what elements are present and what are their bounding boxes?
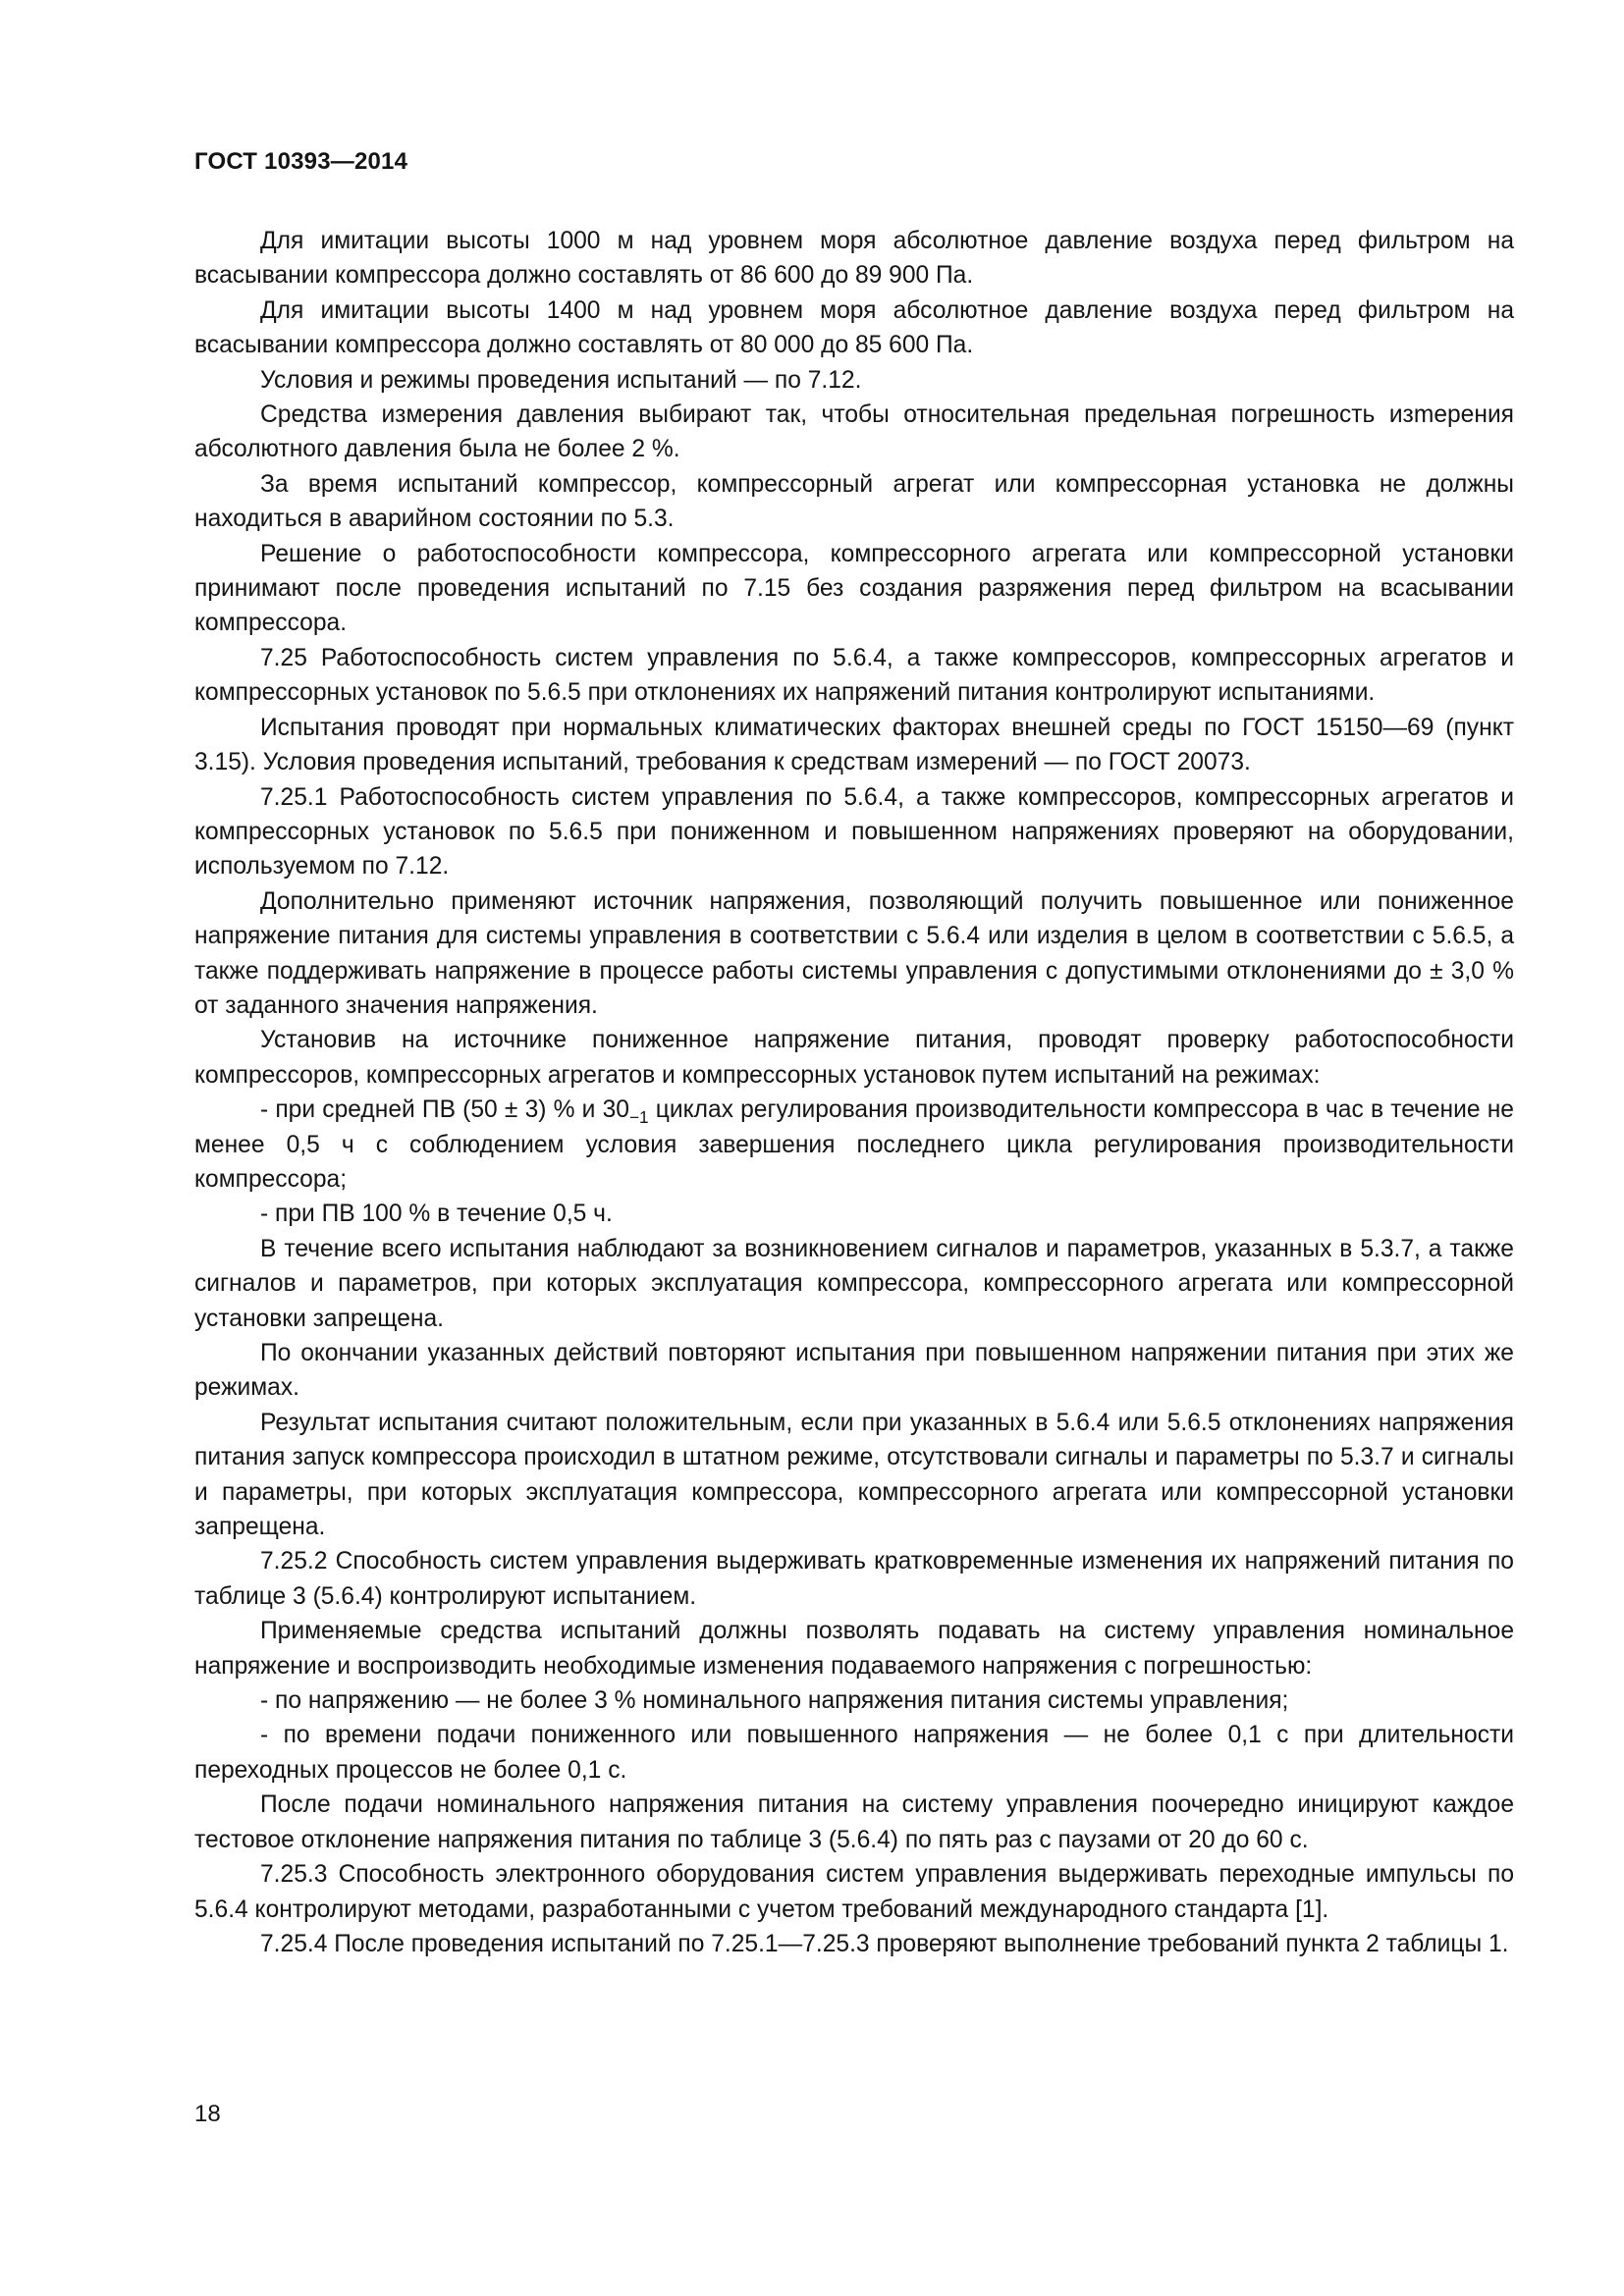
paragraph: Дополнительно применяют источник напряжения, позволяющий получить повышенное или пониженное напряжение питания для системы управления в соответствии с 5.6.4 или изделия в целом в соответствии с 5.6.5, а также поддерживать напряжение в процессе работы системы управления с допустимыми отклонениями до ± 3,0 % от заданного значения напряжения.	[194, 887, 1514, 1019]
list-item: - по напряжению — не более 3 % номинального напряжения питания системы управления;	[260, 1687, 1289, 1715]
paragraph: Испытания проводят при нормальных климатических факторах внешней среды по ГОСТ 15150—69 (пункт 3.15). Условия проведения испытаний, требования к средствам измерений — по ГОСТ 20073.	[194, 714, 1514, 776]
paragraph: Результат испытания считают положительным, если при указанных в 5.6.4 или 5.6.5 отклонениях напряжения питания запуск компрессора происходил в штатном режиме, отсутствовали сигналы и параметры по 5.3.7 и сигналы и параметры, при которых эксплуатация компрессора, компрессорного агрегата или компрессорной установки запрещена.	[194, 1409, 1514, 1541]
paragraph: 7.25.2 Способность систем управления выдерживать кратковременные изменения их напряжений питания по таблице 3 (5.6.4) контролируют испытанием.	[194, 1548, 1514, 1610]
document-header: ГОСТ 10393—2014	[194, 148, 408, 175]
list-item-pv-lead: - при средней ПВ (50 ± 3) % и 30	[260, 1096, 629, 1124]
paragraph: За время испытаний компрессор, компрессорный агрегат или компрессорная установка не должны находиться в аварийном состоянии по 5.3.	[194, 470, 1514, 533]
page-number: 18	[194, 2101, 221, 2127]
list-item: - при ПВ 100 % в течение 0,5 ч.	[260, 1201, 613, 1228]
list-item-pv	[194, 1093, 1514, 1197]
paragraph: Применяемые средства испытаний должны позволять подавать на систему управления номинальное напряжение и воспроизводить необходимые изменения подаваемого напряжения с погрешностью:	[194, 1618, 1514, 1680]
paragraph: Для имитации высоты 1400 м над уровнем моря абсолютное давление воздуха перед фильтром на всасывании компрессора должно составлять от 80 000 до 85 600 Па.	[194, 296, 1514, 359]
paragraph: Средства измерения давления выбирают так, чтобы относительная предельная погрешность изmерения абсолютного давления была не более 2 %.	[194, 401, 1514, 463]
paragraph: 7.25 Работоспособность систем управления по 5.6.4, а также компрессоров, компрессорных агрегатов и компрессорных установок по 5.6.5 при отклонениях их напряжений питания контролируют испытаниями.	[194, 644, 1514, 707]
paragraph: 7.25.4 После проведения испытаний по 7.25.1—7.25.3 проверяют выполнение требований пункта 2 таблицы 1.	[260, 1930, 1509, 1957]
paragraph: Условия и режимы проведения испытаний — по 7.12.	[260, 366, 862, 394]
paragraph: После подачи номинального напряжения питания на систему управления поочередно иницируют каждое тестовое отклонение напряжения питания по таблице 3 (5.6.4) по пять раз с паузами от 20 до 60 с.	[194, 1791, 1514, 1853]
document-body	[194, 224, 1514, 1961]
paragraph: Для имитации высоты 1000 м над уровнем моря абсолютное давление воздуха перед фильтром на всасывании компрессора должно составлять от 86 600 до 89 900 Па.	[194, 228, 1514, 290]
list-item-pv-rest: циклах регулирования производительности компрессора в час в течение не менее 0,5 ч с соблюдением условия завершения последнего цикла регулирования производительности компрессора;	[194, 1096, 1514, 1193]
paragraph: По окончании указанных действий повторяют испытания при повышенном напряжении питания при этих же режимах.	[194, 1340, 1514, 1402]
list-item-pv-subscript: −1	[628, 1107, 649, 1128]
paragraph: Установив на источнике пониженное напряжение питания, проводят проверку работоспособности компрессоров, компрессорных агрегатов и компрессорных установок путем испытаний на режимах:	[194, 1027, 1514, 1089]
paragraph: 7.25.1 Работоспособность систем управления по 5.6.4, а также компрессоров, компрессорных агрегатов и компрессорных установок по 5.6.5 при пониженном и повышенном напряжениях проверяют на оборудовании, используемом по 7.12.	[194, 783, 1514, 881]
paragraph: Решение о работоспособности компрессора, компрессорного агрегата или компрессорной установки принимают после проведения испытаний по 7.15 без создания разряжения перед фильтром на всасывании компрессора.	[194, 540, 1514, 637]
paragraph: В течение всего испытания наблюдают за возникновением сигналов и параметров, указанных в 5.3.7, а также сигналов и параметров, при которых эксплуатация компрессора, компрессорного агрегата или компрессорной установки запрещена.	[194, 1235, 1514, 1332]
paragraph: 7.25.3 Способность электронного оборудования систем управления выдерживать переходные импульсы по 5.6.4 контролируют методами, разработанными с учетом требований международного стандарта [1].	[194, 1861, 1514, 1923]
list-item: - по времени подачи пониженного или повышенного напряжения — не более 0,1 с при длительности переходных процессов не более 0,1 с.	[194, 1722, 1514, 1784]
